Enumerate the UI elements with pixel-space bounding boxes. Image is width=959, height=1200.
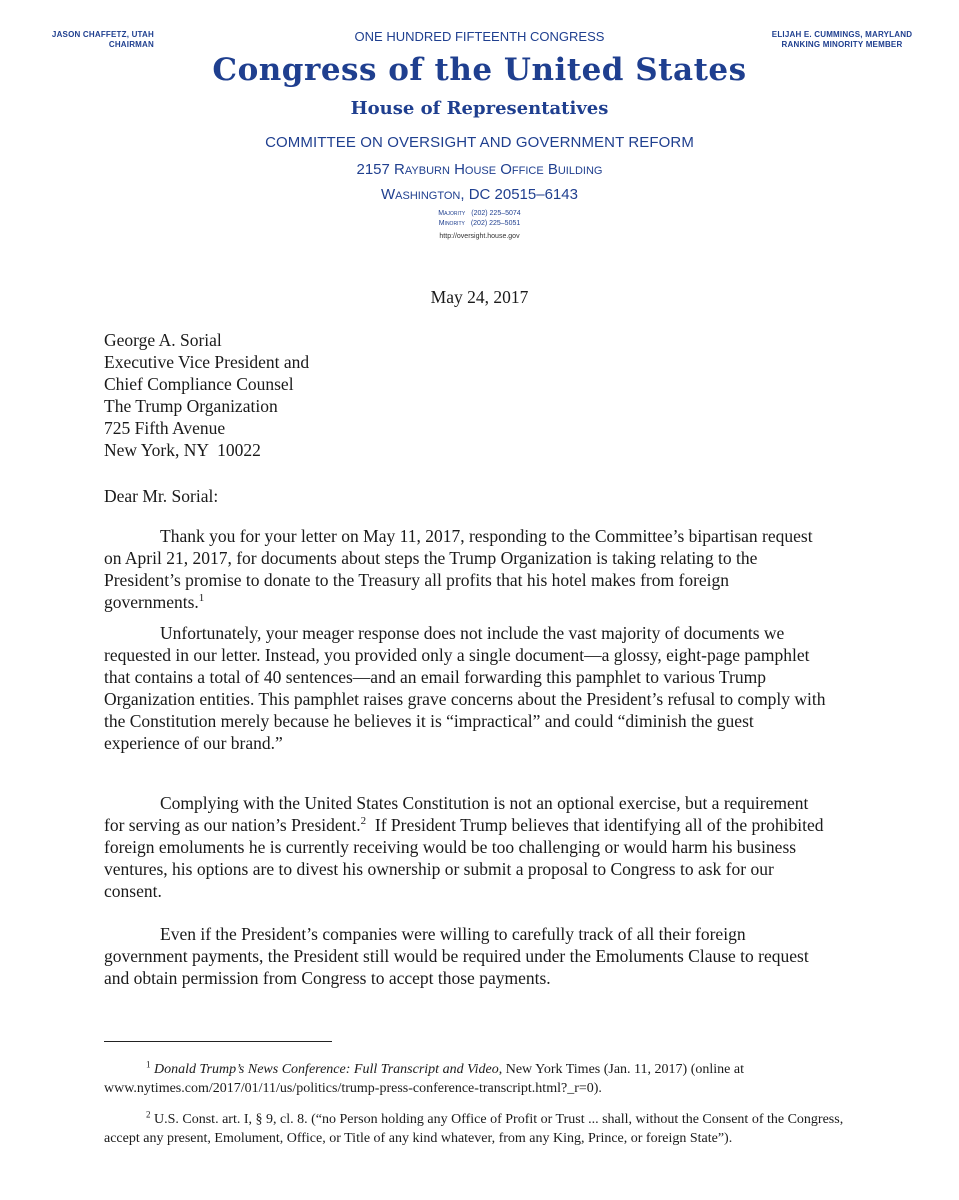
paragraph-1-text: Thank you for your letter on May 11, 2017, responding to the Committee’s bipartisan request on April 21, 2017, for documents about steps the Trump Organization is taking relating to the President’s promise to donate to the Treasury all profits that his hotel makes from foreign governments. bbox=[104, 526, 813, 612]
footnote-2-number: 2 bbox=[146, 1109, 151, 1120]
majority-phone: (202) 225–5074 bbox=[471, 210, 521, 217]
minority-phone: (202) 225–5051 bbox=[470, 220, 521, 227]
phone-numbers bbox=[0, 209, 959, 229]
congress-title: Congress of the United States bbox=[212, 52, 747, 88]
footnote-1-text: , New York Times (Jan. 11, 2017) (online at www.nytimes.com/2017/01/11/us/politics/trump-press-conference-transcript.html?_r=0). bbox=[104, 1062, 744, 1096]
salutation: Dear Mr. Sorial: bbox=[104, 486, 219, 506]
majority-phone-line bbox=[0, 209, 959, 219]
footnote-ref-2: 2 bbox=[360, 815, 367, 828]
paragraph-4 bbox=[104, 923, 832, 989]
house-title: House of Representatives bbox=[350, 98, 609, 119]
footnote-2 bbox=[104, 1110, 844, 1148]
footnote-2-text: U.S. Const. art. I, § 9, cl. 8. (“no Person holding any Office of Profit or Trust ... shall, without the Consent of the Congress, accept any present, Emolument, Office, or Title of any kind whatever, from any King, Prince, or foreign State”). bbox=[104, 1112, 844, 1146]
paragraph-3-text-a: Complying with the United States Constitution is not an optional exercise, but a requirement for serving as our nation’s President. bbox=[104, 793, 809, 835]
footnote-1 bbox=[104, 1060, 844, 1098]
paragraph-3-text-b: If President Trump believes that identifying all of the prohibited foreign emoluments he is currently receiving would be too challenging or would harm his business ventures, his options are to divest his ownership or submit a proposal to Congress to ask for our consent. bbox=[104, 815, 828, 901]
congress-number: ONE HUNDRED FIFTEENTH CONGRESS bbox=[354, 29, 605, 44]
paragraph-1 bbox=[104, 525, 832, 613]
website-url: http://oversight.house.gov bbox=[439, 233, 520, 240]
chairman-name: JASON CHAFFETZ, UTAH bbox=[51, 30, 154, 39]
majority-label: Majority bbox=[438, 210, 466, 217]
paragraph-2-text: Unfortunately, your meager response does not include the vast majority of documents we requested in our letter. Instead, you provided only a single document—a glossy, eight-page pamphlet that contains a total of 40 sentences—and an email forwarding this pamphlet to various Trump Organization entities. This pamphlet raises grave concerns about the President’s refusal to comply with the Constitution merely because he believes it is “impractical” and could “diminish the guest experience of our brand.” bbox=[104, 623, 826, 753]
recipient-line: Chief Compliance Counsel bbox=[104, 374, 294, 394]
chairman-title: CHAIRMAN bbox=[108, 40, 154, 49]
footnote-ref-1: 1 bbox=[198, 592, 205, 605]
recipient-line: 725 Fifth Avenue bbox=[104, 418, 226, 438]
office-address: 2157 Rayburn House Office Building bbox=[356, 161, 603, 178]
minority-label: Minority bbox=[438, 220, 465, 227]
letter-date: May 24, 2017 bbox=[430, 287, 529, 307]
paragraph-2 bbox=[104, 622, 832, 754]
recipient-line: George A. Sorial bbox=[104, 330, 222, 350]
ranking-member-name: ELIJAH E. CUMMINGS, MARYLAND bbox=[771, 30, 913, 39]
recipient-line: Executive Vice President and bbox=[104, 352, 310, 372]
footnote-1-title: Donald Trump’s News Conference: Full Transcript and Video bbox=[154, 1062, 499, 1077]
recipient-line: The Trump Organization bbox=[104, 396, 278, 416]
recipient-address bbox=[104, 329, 309, 461]
recipient-line: New York, NY 10022 bbox=[104, 440, 261, 460]
paragraph-3 bbox=[104, 792, 832, 902]
footnote-1-number: 1 bbox=[146, 1059, 151, 1070]
minority-phone-line bbox=[0, 219, 959, 229]
ranking-member-title: RANKING MINORITY MEMBER bbox=[781, 40, 903, 49]
committee-name: COMMITTEE ON OVERSIGHT AND GOVERNMENT REFORM bbox=[265, 134, 694, 151]
paragraph-4-text: Even if the President’s companies were willing to carefully track of all their foreign government payments, the President still would be required under the Emoluments Clause to request and obtain permission from Congress to accept those payments. bbox=[104, 924, 809, 988]
office-city: Washington, DC 20515–6143 bbox=[381, 186, 578, 203]
footnote-divider bbox=[104, 1041, 332, 1042]
